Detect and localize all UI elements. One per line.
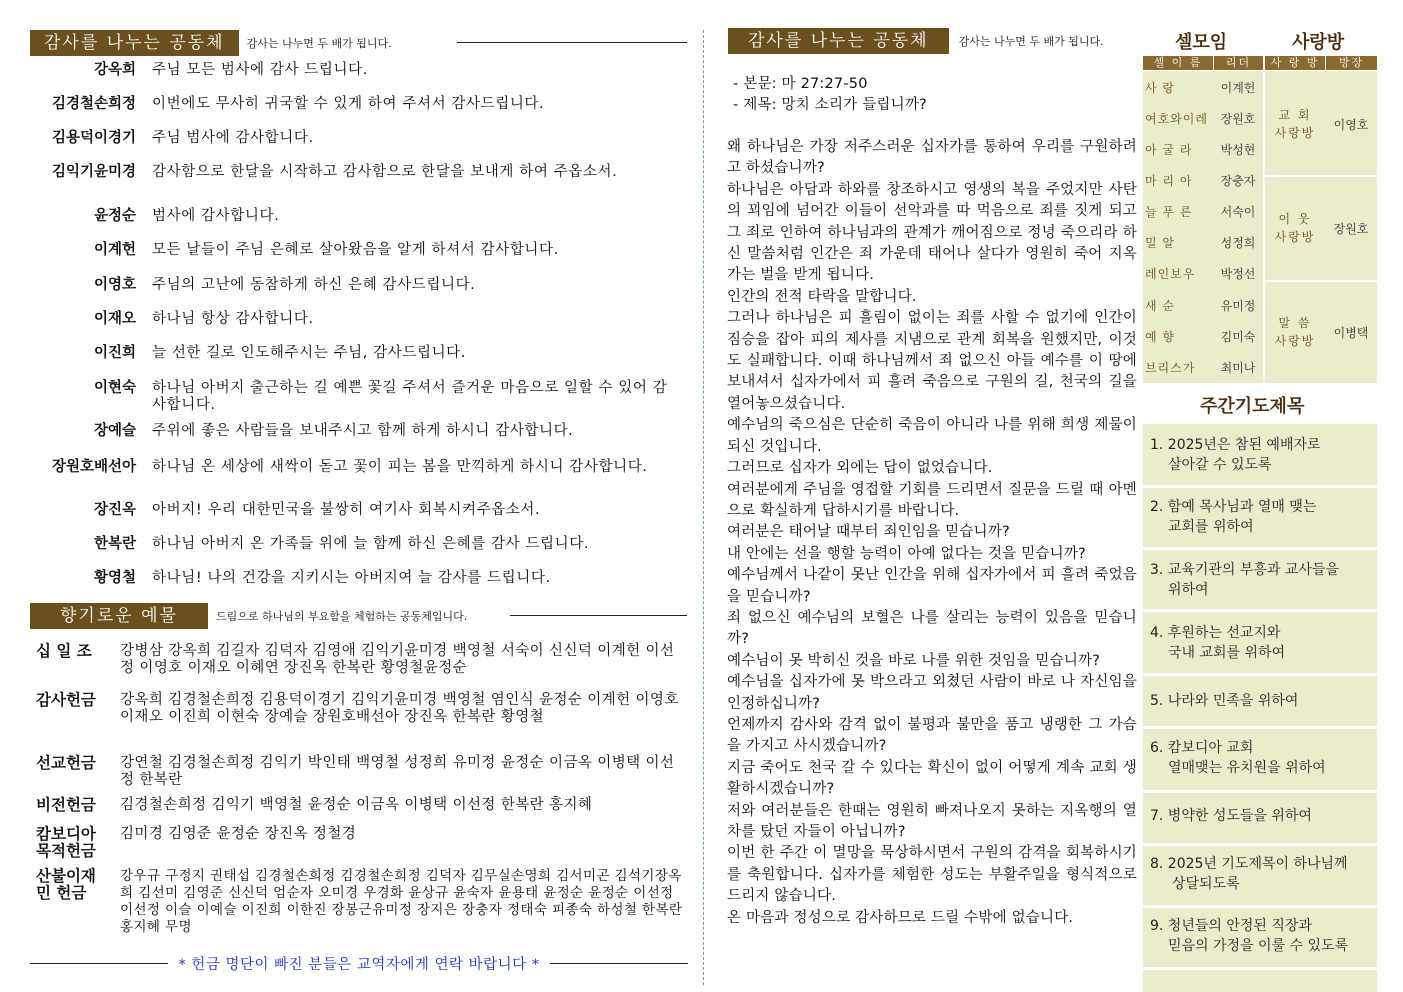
thanks-name: 윤정순 (93, 208, 136, 224)
offering-category: 감사헌금 (36, 691, 96, 709)
sermon-reference: - 본문: 마 27:27-50 (733, 76, 868, 92)
offering-row (36, 797, 686, 814)
thanks-name: 한복란 (93, 536, 136, 552)
thanks-item (30, 164, 680, 181)
cell-name: 새 순 (1145, 299, 1175, 313)
prayer-item (1150, 497, 1370, 537)
cell-name: 브리스가 (1145, 361, 1196, 375)
prayer-line: 열매맺는 유치원을 위하여 (1168, 760, 1326, 776)
offering-category: 산불이재민 헌금 (36, 867, 96, 902)
prayer-separator (1143, 547, 1377, 550)
cell-leader: 김미숙 (1220, 330, 1256, 344)
prayer-separator (1143, 609, 1377, 612)
room-leader: 이영호 (1333, 117, 1369, 132)
offering-names: 강연철 김경철손희정 김익기 박인태 백영철 성정희 유미정 윤정순 이금옥 이병택 이선정 한복란 (120, 755, 675, 788)
prayer-line: 7. 병약한 성도들을 위하여 (1150, 808, 1312, 824)
thanks-name: 김용덕이경기 (51, 130, 136, 146)
prayer-separator (1143, 673, 1377, 676)
thanks-item (30, 96, 680, 113)
thanks-text: 범사에 감사합니다. (152, 208, 280, 224)
thanks-item (30, 130, 680, 147)
thanks-text: 주님 모든 범사에 감사 드립니다. (152, 62, 368, 78)
offering-row (36, 692, 686, 726)
thanks-text: 하나님 아버지 온 가족들 위에 늘 함께 하신 은혜를 감사 드립니다. (152, 536, 590, 552)
cell-leader: 장원호 (1220, 112, 1256, 126)
thanks-name: 이진희 (93, 345, 136, 361)
prayer-separator (1143, 905, 1377, 908)
cell-row (1143, 134, 1263, 165)
room-name (1265, 106, 1325, 142)
prayer-item (1150, 854, 1370, 894)
prayer-item (1150, 623, 1370, 663)
offering-header-title: 향기로운 예물 (30, 603, 208, 629)
cell-title: 셀모임 (1175, 32, 1228, 53)
thanks-text: 하나님 온 세상에 새싹이 돋고 꽃이 피는 봄을 만끽하게 하시니 감사합니다. (152, 459, 648, 475)
prayer-item (1150, 435, 1370, 475)
cell-row (1143, 227, 1263, 258)
prayer-line: 살아갈 수 있도록 (1168, 457, 1272, 473)
thanks-item (30, 423, 680, 440)
thanks-text: 감사함으로 한달을 시작하고 감사함으로 한달을 보내게 하여 주옵소서. (152, 164, 618, 180)
sermon-paragraph: 언제까지 감사와 감격 없이 불평과 불만을 품고 냉랭한 그 가슴을 가지고 사시겠습니까? (727, 716, 1137, 755)
sermon-paragraph: 온 마음과 정성으로 감사하므로 드릴 수밖에 없습니다. (727, 909, 1074, 926)
sermon-paragraph: 죄 없으신 예수님의 보혈은 나를 살리는 능력이 있음을 믿습니까? (727, 609, 1137, 648)
thanks-name: 장진옥 (93, 502, 136, 518)
cell-leader: 최미나 (1220, 361, 1256, 375)
sermon (727, 74, 1137, 929)
room-name-line: 사랑방 (1274, 126, 1316, 140)
thanks-item (30, 277, 680, 294)
thanks-text: 늘 선한 길로 인도해주시는 주님, 감사드립니다. (152, 345, 466, 361)
cell-leader: 장충자 (1220, 174, 1256, 188)
prayer-line: 4. 후원하는 선교지와 (1150, 625, 1281, 641)
thanks-text: 하나님 항상 감사합니다. (152, 311, 314, 327)
sermon-header-title: 감사를 나누는 공동체 (728, 28, 949, 54)
offering-category: 십 일 조 (36, 642, 92, 660)
offering-notice (30, 953, 688, 974)
thanks-text: 모든 날들이 주님 은혜로 살아왔음을 알게 하셔서 감사합니다. (152, 242, 559, 258)
cell-name: 아 굴 라 (1145, 143, 1193, 157)
prayer-line: 6. 캄보디아 교회 (1150, 740, 1254, 756)
thanks-item (30, 502, 680, 519)
thanks-header-rule (457, 42, 687, 43)
thanks-item (30, 311, 680, 328)
room-name (1265, 210, 1325, 246)
cell-row (1143, 196, 1263, 227)
thanks-name: 김익기윤미경 (51, 164, 136, 180)
notice-text: * 헌금 명단이 빠진 분들은 교역자에게 연락 바랍니다 * (178, 957, 540, 973)
cell-leader: 이계헌 (1220, 81, 1256, 95)
offering-row (36, 755, 686, 789)
room-name-line: 사랑방 (1274, 230, 1316, 244)
cell-row (1143, 72, 1263, 103)
prayer-line: 교회를 위하여 (1168, 519, 1254, 535)
cell-row (1143, 321, 1263, 352)
room-title: 사랑방 (1292, 32, 1345, 53)
sermon-paragraph: 인간의 전적 타락을 말합니다. (727, 288, 917, 305)
thanks-item (30, 459, 680, 476)
thanks-header (30, 30, 392, 56)
sermon-paragraph: 이번 한 주간 이 멸망을 묵상하시면서 구원의 감격을 회복하시기를 축원합니다. 십자가를 체험한 성도는 부활주일을 형식적으로 드리지 않습니다. (727, 845, 1137, 905)
cell-name: 레인보우 (1145, 267, 1196, 281)
cell-name-header: 셀 이 름 (1143, 56, 1213, 70)
prayer-item (1150, 916, 1370, 956)
room-leader: 장원호 (1333, 221, 1369, 236)
sermon-paragraph: 내 안에는 선을 행할 능력이 아예 없다는 것을 믿습니까? (727, 545, 1086, 562)
prayer-line: 상달되도록 (1172, 876, 1240, 892)
thanks-name: 이영호 (93, 277, 136, 293)
prayer-line: 위하여 (1168, 582, 1209, 598)
notice-rule-right (550, 963, 688, 964)
prayer-line: 8. 2025년 기도제목이 하나님께 (1150, 856, 1348, 872)
cell-leader: 박정선 (1220, 267, 1256, 281)
thanks-item (30, 345, 680, 362)
prayer-line: 3. 교육기관의 부흥과 교사들을 (1150, 562, 1339, 578)
prayer-separator (1143, 485, 1377, 488)
thanks-name: 김경철손희정 (51, 96, 136, 112)
thanks-item (30, 62, 680, 79)
thanks-item (30, 536, 680, 553)
offering-row (36, 826, 686, 860)
sermon-paragraph: 왜 하나님은 가장 저주스러운 십자가를 통하여 우리를 구원하려고 하셨습니까? (727, 139, 1137, 177)
thanks-text: 하나님! 나의 건강을 지키시는 아버지여 늘 감사를 드립니다. (152, 570, 551, 586)
prayer-title: 주간기도제목 (1200, 396, 1305, 417)
room-group (1265, 204, 1377, 252)
thanks-item (30, 242, 680, 259)
cell-name: 여호와이레 (1145, 112, 1208, 126)
thanks-name: 이계헌 (93, 242, 136, 258)
prayer-item (1150, 806, 1370, 826)
offering-category: 비전헌금 (36, 796, 96, 814)
prayer-line: 5. 나라와 민족을 위하여 (1150, 693, 1299, 709)
cell-name: 늘 푸 른 (1145, 205, 1193, 219)
sermon-header-subtitle: 감사는 나누면 두 배가 됩니다. (958, 35, 1104, 48)
offering-names: 강옥희 김경철손희정 김용덕이경기 김익기윤미경 백영철 염인식 윤정순 이계헌 이영호 이재오 이진희 이현숙 장예슬 장원호배선아 장진옥 한복란 황영철 (120, 692, 679, 725)
cell-name: 밀 알 (1145, 236, 1175, 250)
sermon-paragraph: 저와 여러분들은 한때는 영원히 빠져나오지 못하는 지옥행의 열차를 탔던 자들이 아닙니까? (727, 802, 1137, 840)
cell-leader: 성정희 (1220, 236, 1256, 250)
thanks-name: 강옥희 (93, 62, 136, 78)
room-rule-1 (1265, 175, 1377, 177)
prayer-item (1150, 691, 1370, 711)
sermon-paragraph: 예수님을 십자가에 못 박으라고 외쳤던 사람이 바로 나 자신임을 인정하십니까? (727, 674, 1137, 712)
sermon-paragraph: 예수님께서 나같이 못난 인간을 위해 십자가에서 피 흘려 죽었음을 믿습니까? (727, 567, 1137, 605)
offering-category: 캄보디아 목적헌금 (36, 825, 96, 860)
cell-row (1143, 290, 1263, 321)
cell-name: 예 향 (1145, 330, 1175, 344)
cell-name: 마 리 아 (1145, 174, 1193, 188)
sermon-paragraph: 여러분에게 주님을 영접할 기회를 드리면서 질문을 드릴 때 아멘으로 확실하게 답하시기를 바랍니다. (727, 481, 1137, 519)
thanks-text: 주위에 좋은 사람들을 보내주시고 함께 하게 하시니 감사합니다. (152, 423, 574, 439)
cell-row (1143, 103, 1263, 134)
prayer-line: 국내 교회를 위하여 (1168, 645, 1286, 661)
thanks-name: 이현숙 (93, 380, 136, 396)
thanks-name: 이재오 (93, 311, 136, 327)
cell-leader: 박성현 (1220, 143, 1256, 157)
thanks-header-title: 감사를 나누는 공동체 (30, 30, 239, 56)
sermon-paragraph: 예수님이 못 박히신 것을 바로 나를 위한 것임을 믿습니까? (727, 652, 1101, 669)
room-name-header: 사 랑 방 (1265, 56, 1325, 70)
sermon-body (727, 137, 1137, 929)
cell-leader: 유미정 (1220, 299, 1256, 313)
offering-category: 선교헌금 (36, 754, 96, 772)
thanks-name: 장예슬 (93, 423, 136, 439)
room-name-line: 교 회 (1278, 108, 1312, 122)
page-divider (703, 30, 704, 985)
thanks-item (30, 208, 680, 225)
prayer-separator (1143, 843, 1377, 846)
prayer-separator (1143, 967, 1377, 970)
offering-header-subtitle: 드림으로 하나님의 부요함을 체험하는 공동체입니다. (215, 610, 468, 623)
cell-row (1143, 258, 1263, 289)
thanks-text: 주님의 고난에 동참하게 하신 은혜 감사드립니다. (152, 277, 476, 293)
offering-names: 강우규 구정지 권태섭 김경철손희정 김경철손희정 김덕자 김무실손영희 김서미곤 김석기장옥희 김선미 김영준 신신덕 엄순자 오미경 우경화 윤상규 윤숙자 윤용태 윤정순 윤정순 이선정 이선정 이슬 이예슬 이진희 이한진 장봉근유미정 장지은 장충자 정태숙 피종숙 하성철 한복란 홍지혜 무명 (120, 868, 683, 935)
room-name-line: 이 웃 (1278, 212, 1312, 226)
prayer-separator (1143, 726, 1377, 729)
room-name (1265, 314, 1325, 350)
prayer-item (1150, 738, 1370, 778)
sermon-paragraph: 그러나 하나님은 피 흘림이 없이는 죄를 사할 수 없기에 인간이 짐승을 잡아 피의 제사를 지냄으로 관계 회복을 원했지만, 이것도 실패합니다. 이때 하나님께서 죄 없으신 아들 예수를 이 땅에 보내셔서 십자가에서 피 흘려 죽음으로 구원의 길, 천국의 길을 열어놓으셨습니다. (727, 310, 1137, 412)
notice-rule-left (30, 963, 168, 964)
offering-row (36, 868, 686, 936)
prayer-item (1150, 560, 1370, 600)
thanks-name: 황영철 (93, 570, 136, 586)
room-name-line: 사랑방 (1274, 334, 1316, 348)
offering-names: 강병삼 강옥희 김길자 김덕자 김영애 김익기윤미경 백영철 서숙이 신신덕 이계헌 이선정 이영호 이재오 이혜연 장진옥 한복란 황영철윤정순 (120, 643, 675, 676)
offering-header-rule (510, 615, 687, 616)
sermon-paragraph: 하나님은 아담과 하와를 창조하시고 영생의 복을 주었지만 사탄의 꾀임에 넘어간 이들이 선악과를 따 먹음으로 죄를 짓게 되고 그 죄로 인하여 하나님과의 관계가 깨어짐으로 정녕 죽으리라 하신 말씀처럼 인간은 죄 가운데 태어나 살다가 영원히 죽어 지옥가는 벌을 받게 됩니다. (727, 181, 1137, 284)
thanks-text: 하나님 아버지 출근하는 길 예쁜 꽃길 주셔서 즐거운 마음으로 일할 수 있어 감사합니다. (152, 380, 668, 413)
offering-row (36, 643, 686, 677)
sermon-paragraph: 예수님의 죽으심은 단순히 죽음이 아니라 나를 위해 희생 제물이 되신 것입니다. (727, 417, 1137, 455)
room-rule-2 (1265, 280, 1377, 282)
sermon-paragraph: 여러분은 태어날 때부터 죄인임을 믿습니까? (727, 524, 1010, 541)
thanks-name: 장원호배선아 (51, 459, 136, 475)
cell-row (1143, 352, 1263, 383)
thanks-item (30, 570, 680, 587)
room-leader: 이병택 (1333, 325, 1369, 340)
room-name-line: 말 씀 (1278, 316, 1312, 330)
prayer-line: 9. 청년들의 안정된 직장과 (1150, 918, 1312, 934)
sermon-paragraph: 지금 죽어도 천국 갈 수 있다는 확신이 없이 어떻게 계속 교회 생활하시겠습니까? (727, 759, 1137, 798)
prayer-line: 1. 2025년은 참된 예배자로 (1150, 437, 1321, 453)
thanks-item (30, 380, 680, 414)
prayer-line: 2. 함예 목사님과 열매 맺는 (1150, 499, 1317, 515)
cell-leader-header: 리더 (1214, 56, 1263, 70)
room-group (1265, 308, 1377, 356)
offering-names: 김미경 김영준 윤정순 장진옥 정철경 (120, 826, 357, 842)
cell-row (1143, 165, 1263, 196)
sermon-header (728, 28, 1104, 54)
prayer-separator (1143, 790, 1377, 793)
prayer-line: 믿음의 가정을 이룰 수 있도록 (1168, 938, 1349, 954)
room-group (1265, 100, 1377, 148)
thanks-text: 주님 범사에 감사합니다. (152, 130, 314, 146)
offering-header (30, 603, 467, 629)
cell-leader: 서숙이 (1220, 205, 1256, 219)
cell-name: 사 랑 (1145, 81, 1175, 95)
offering-names: 김경철손희정 김익기 백영철 윤정순 이금옥 이병택 이선정 한복란 홍지혜 (120, 797, 593, 813)
sermon-title: - 제목: 망치 소리가 들립니까? (733, 97, 927, 113)
thanks-text: 아버지! 우리 대한민국을 불쌍히 여기사 회복시켜주옵소서. (152, 502, 541, 518)
thanks-header-subtitle: 감사는 나누면 두 배가 됩니다. (246, 37, 392, 50)
thanks-text: 이번에도 무사히 귀국할 수 있게 하여 주셔서 감사드립니다. (152, 96, 545, 112)
sermon-paragraph: 그러므로 십자가 외에는 답이 없었습니다. (727, 460, 993, 477)
room-leader-header: 방장 (1326, 56, 1377, 70)
